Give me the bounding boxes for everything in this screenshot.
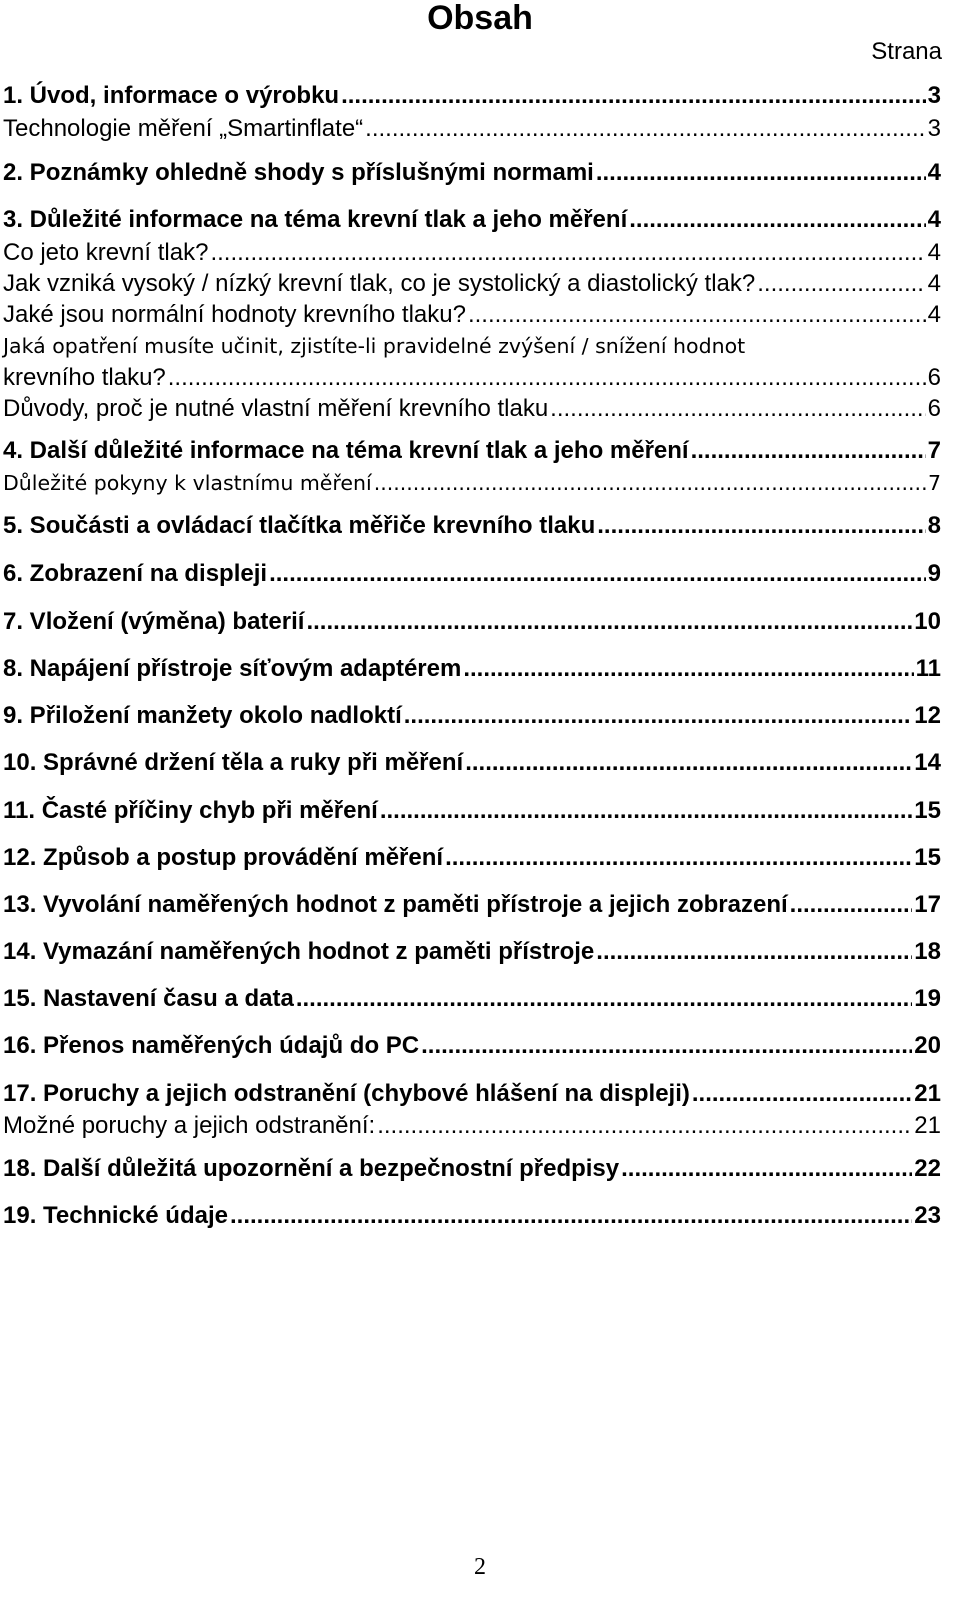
- toc-leader: [468, 299, 926, 331]
- toc-leader: [790, 889, 913, 921]
- toc-entry-17[interactable]: [3, 1078, 941, 1110]
- toc-leader: [341, 80, 926, 112]
- toc-entry-label: Jaké jsou normální hodnoty krevního tlaku?: [3, 301, 466, 328]
- toc-entry-label: Technologie měření „Smartinflate“: [3, 115, 364, 142]
- toc-entry-label: 6. Zobrazení na displeji: [3, 560, 268, 587]
- toc-entry-4[interactable]: [3, 435, 941, 467]
- toc-leader: [380, 795, 912, 827]
- toc-leader: [230, 1200, 912, 1232]
- toc-entry-label: 7. Vložení (výměna) baterií: [3, 608, 305, 635]
- toc-entry-page: 9: [927, 560, 941, 587]
- toc-entry-label: 12. Způsob a postup provádění měření: [3, 844, 444, 871]
- toc-leader: [692, 1078, 912, 1110]
- toc-entry-page: 6: [927, 364, 941, 391]
- toc-entry-label: Možné poruchy a jejich odstranění:: [3, 1112, 376, 1139]
- toc-entry-3-2[interactable]: [3, 268, 941, 300]
- toc-entry-page: 7: [927, 437, 941, 464]
- toc-entry-15[interactable]: [3, 983, 941, 1015]
- toc-entry-2[interactable]: [3, 157, 941, 189]
- toc-entry-8[interactable]: [3, 653, 941, 685]
- toc-entry-label: 13. Vyvolání naměřených hodnot z paměti přístroje a jejich zobrazení: [3, 891, 788, 918]
- toc-entry-3[interactable]: [3, 204, 941, 236]
- toc-leader: [621, 1153, 912, 1185]
- toc-entry-page: 4: [927, 159, 941, 186]
- toc-entry-page: 10: [914, 608, 941, 635]
- toc-entry-page: 7: [927, 471, 941, 495]
- toc-entry-16[interactable]: [3, 1030, 941, 1062]
- toc-entry-page: 4: [927, 270, 941, 297]
- toc-entry-6[interactable]: [3, 558, 941, 590]
- toc-entry-page: 11: [915, 655, 941, 682]
- toc-entry-label: Důležité pokyny k vlastnímu měření: [3, 471, 372, 495]
- toc-leader: [374, 467, 926, 499]
- toc-leader: [629, 204, 925, 236]
- page-title: Obsah: [427, 0, 533, 37]
- toc-entry-label: 18. Další důležitá upozornění a bezpečnostní předpisy: [3, 1155, 620, 1182]
- toc-entry-label: 16. Přenos naměřených údajů do PC: [3, 1032, 420, 1059]
- toc-entry-1-1[interactable]: [3, 113, 941, 145]
- toc-entry-page: 3: [927, 115, 941, 142]
- toc-entry-page: 17: [914, 891, 941, 918]
- toc-entry-label: Jak vzniká vysoký / nízký krevní tlak, co je systolický a diastolický tlak?: [3, 270, 756, 297]
- toc-entry-3-4[interactable]: [3, 362, 941, 394]
- toc-entry-5[interactable]: [3, 510, 941, 542]
- toc-entry-page: 6: [927, 395, 941, 422]
- toc-entry-12[interactable]: [3, 842, 941, 874]
- toc-entry-label: 4. Další důležité informace na téma krevní tlak a jeho měření: [3, 437, 689, 464]
- toc-leader: [269, 558, 926, 590]
- toc-leader: [296, 983, 912, 1015]
- page-column-header: Strana: [871, 38, 942, 65]
- toc-entry-3-3[interactable]: [3, 299, 941, 331]
- toc-leader: [421, 1030, 912, 1062]
- toc-entry-page: 19: [914, 985, 941, 1012]
- toc-entry-page: 22: [914, 1155, 941, 1182]
- toc-entry-17-1[interactable]: [3, 1110, 941, 1142]
- toc-entry-4-1[interactable]: [3, 467, 941, 499]
- toc-entry-page: 4: [927, 301, 941, 328]
- toc-entry-3-4-first-line: Jaká opatření musíte učinit, zjistíte-li pravidelné zvýšení / snížení hodnot: [3, 334, 746, 358]
- toc-entry-label: 1. Úvod, informace o výrobku: [3, 82, 340, 109]
- toc-leader: [597, 510, 925, 542]
- toc-entry-label: 11. Časté příčiny chyb při měření: [3, 797, 378, 824]
- toc-entry-page: 20: [914, 1032, 941, 1059]
- toc-entry-3-1[interactable]: [3, 237, 941, 269]
- toc-entry-19[interactable]: [3, 1200, 941, 1232]
- toc-entry-label: 15. Nastavení času a data: [3, 985, 294, 1012]
- toc-entry-label: 5. Součásti a ovládací tlačítka měřiče krevního tlaku: [3, 512, 596, 539]
- toc-entry-label: 10. Správné držení těla a ruky při měření: [3, 749, 464, 776]
- toc-entry-9[interactable]: [3, 700, 941, 732]
- toc-leader: [691, 435, 926, 467]
- toc-entry-label: 3. Důležité informace na téma krevní tlak a jeho měření: [3, 206, 628, 233]
- toc-entry-page: 18: [914, 938, 941, 965]
- toc-entry-label: 2. Poznámky ohledně shody s příslušnými normami: [3, 159, 594, 186]
- toc-entry-13[interactable]: [3, 889, 941, 921]
- toc-entry-7[interactable]: [3, 606, 941, 638]
- toc-entry-label: 19. Technické údaje: [3, 1202, 228, 1229]
- toc-leader: [757, 268, 925, 300]
- toc-leader: [463, 653, 913, 685]
- toc-leader: [404, 700, 913, 732]
- toc-leader: [168, 362, 926, 394]
- toc-leader: [465, 747, 912, 779]
- toc-leader: [596, 157, 926, 189]
- footer-page-number: 2: [474, 1554, 486, 1580]
- toc-entry-label: krevního tlaku?: [3, 364, 166, 391]
- toc-entry-11[interactable]: [3, 795, 941, 827]
- toc-entry-page: 15: [914, 797, 941, 824]
- toc-entry-label: Důvody, proč je nutné vlastní měření krevního tlaku: [3, 395, 549, 422]
- toc-entry-page: 4: [927, 239, 941, 266]
- toc-entry-18[interactable]: [3, 1153, 941, 1185]
- toc-leader: [377, 1110, 912, 1142]
- toc-entry-page: 21: [914, 1112, 941, 1139]
- toc-entry-page: 15: [914, 844, 941, 871]
- toc-leader: [445, 842, 912, 874]
- toc-entry-1[interactable]: [3, 80, 941, 112]
- toc-entry-3-5[interactable]: [3, 393, 941, 425]
- toc-leader: [306, 606, 912, 638]
- toc-entry-page: 4: [927, 206, 941, 233]
- toc-entry-page: 3: [927, 82, 941, 109]
- toc-entry-page: 8: [927, 512, 941, 539]
- toc-entry-page: 23: [914, 1202, 941, 1229]
- toc-entry-page: 12: [914, 702, 941, 729]
- toc-entry-label: Co jeto krevní tlak?: [3, 239, 209, 266]
- toc-entry-14[interactable]: [3, 936, 941, 968]
- toc-entry-10[interactable]: [3, 747, 941, 779]
- toc-leader: [365, 113, 925, 145]
- toc-leader: [596, 936, 912, 968]
- toc-leader: [210, 237, 925, 269]
- toc-entry-label: 9. Přiložení manžety okolo nadloktí: [3, 702, 402, 729]
- toc-entry-page: 21: [914, 1080, 941, 1107]
- toc-entry-page: 14: [914, 749, 941, 776]
- toc-entry-label: 14. Vymazání naměřených hodnot z paměti přístroje: [3, 938, 595, 965]
- toc-entry-label: 17. Poruchy a jejich odstranění (chybové hlášení na displeji): [3, 1080, 690, 1107]
- toc-entry-label: 8. Napájení přístroje síťovým adaptérem: [3, 655, 462, 682]
- toc-leader: [550, 393, 925, 425]
